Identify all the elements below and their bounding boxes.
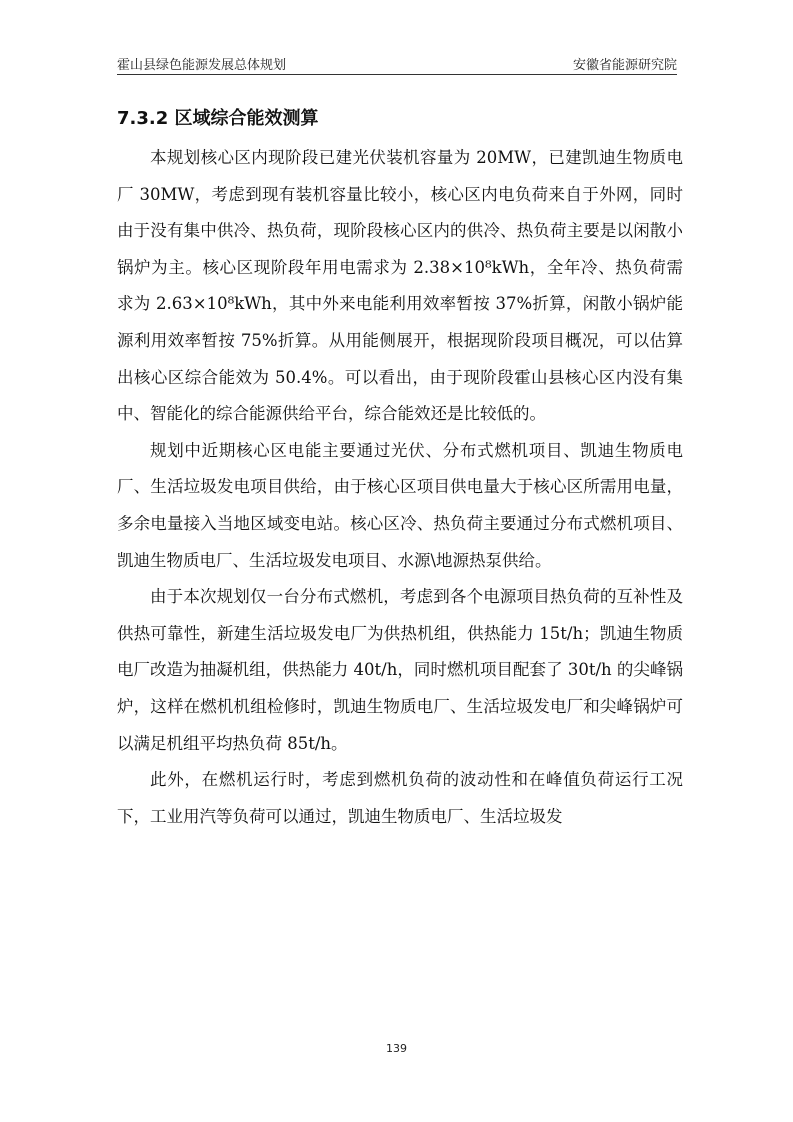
header-organization: 安徽省能源研究院 — [572, 58, 677, 73]
paragraph-4: 此外，在燃机运行时，考虑到燃机负荷的波动性和在峰值负荷运行工况下，工业用汽等负荷可以通过，凯迪生物质电厂、生活垃圾发 — [117, 770, 683, 826]
paragraph-2: 规划中近期核心区电能主要通过光伏、分布式燃机项目、凯迪生物质电厂、生活垃圾发电项目供给，由于核心区项目供电量大于核心区所需用电量，多余电量接入当地区域变电站。核心区冷、热负荷主要通过分布式燃机项目、凯迪生物质电厂、生活垃圾发电项目、水源\地源热泵供给。 — [117, 440, 683, 570]
page-number: 139 — [386, 1042, 407, 1055]
header-divider — [117, 74, 677, 75]
paragraph-3: 由于本次规划仅一台分布式燃机，考虑到各个电源项目热负荷的互补性及供热可靠性，新建生活垃圾发电厂为供热机组，供热能力 15t/h；凯迪生物质电厂改造为抽凝机组，供热能力 40t/h，同时燃机项目配套了 30t/h 的尖峰锅炉，这样在燃机机组检修时，凯迪生物质电厂、生活垃圾发电厂和尖峰锅炉可以满足机组平均热负荷 85t/h。 — [117, 587, 683, 753]
body-text — [117, 140, 683, 835]
paragraph-1: 本规划核心区内现阶段已建光伏装机容量为 20MW，已建凯迪生物质电厂 30MW，考虑到现有装机容量比较小，核心区内电负荷来自于外网，同时由于没有集中供冷、热负荷，现阶段核心区内的供冷、热负荷主要是以闲散小锅炉为主。核心区现阶段年用电需求为 2.38×10⁸kWh，全年冷、热负荷需求为 2.63×10⁸kWh，其中外来电能利用效率暂按 37%折算，闲散小锅炉能源利用效率暂按 75%折算。从用能侧展开，根据现阶段项目概况，可以估算出核心区综合能效为 50.4%。可以看出，由于现阶段霍山县核心区内没有集中、智能化的综合能源供给平台，综合能效还是比较低的。 — [117, 148, 683, 424]
section-heading: 7.3.2 区域综合能效测算 — [117, 108, 319, 129]
page-header — [117, 52, 677, 74]
header-document-title: 霍山县绿色能源发展总体规划 — [117, 58, 287, 73]
